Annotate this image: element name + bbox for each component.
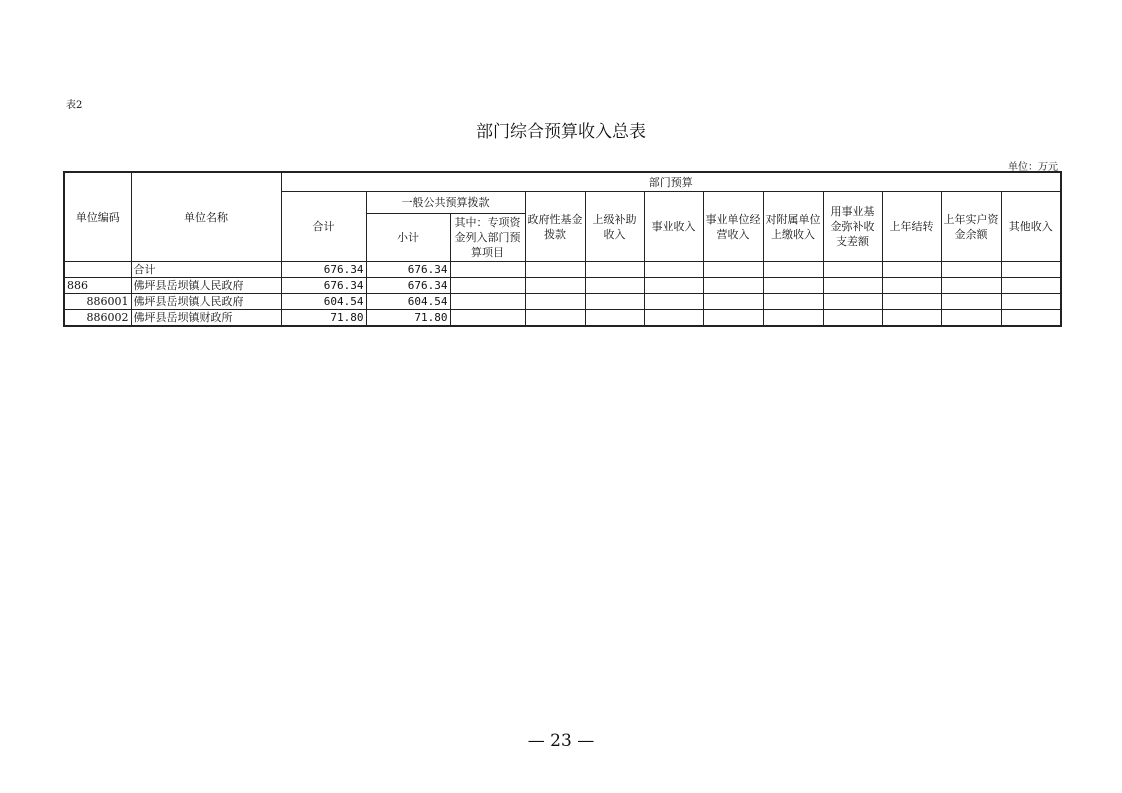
row-subtotal: 71.80 bbox=[366, 310, 450, 327]
header-special-funds: 其中：专项资金列入部门预算项目 bbox=[450, 214, 525, 262]
header-business-operating: 事业单位经营收入 bbox=[703, 192, 763, 262]
header-general-public: 一般公共预算拨款 bbox=[366, 192, 525, 214]
row-name: 合计 bbox=[131, 262, 281, 278]
page-title: 部门综合预算收入总表 bbox=[476, 122, 646, 142]
row-total: 676.34 bbox=[281, 278, 366, 294]
header-gov-fund: 政府性基金拨款 bbox=[525, 192, 585, 262]
row-code bbox=[64, 262, 131, 278]
header-unit-name: 单位名称 bbox=[131, 172, 281, 262]
row-name: 佛坪县岳坝镇人民政府 bbox=[131, 294, 281, 310]
table-row bbox=[64, 262, 1061, 278]
header-other-income: 其他收入 bbox=[1001, 192, 1061, 262]
header-total: 合计 bbox=[281, 192, 366, 262]
budget-income-table bbox=[63, 171, 1062, 327]
row-subtotal: 676.34 bbox=[366, 278, 450, 294]
row-code: 886002 bbox=[64, 310, 131, 327]
row-total: 676.34 bbox=[281, 262, 366, 278]
header-affiliated-income: 对附属单位上缴收入 bbox=[763, 192, 823, 262]
table-row bbox=[64, 278, 1061, 294]
header-carryover: 上年结转 bbox=[882, 192, 941, 262]
row-name: 佛坪县岳坝镇人民政府 bbox=[131, 278, 281, 294]
unit-note: 单位：万元 bbox=[1008, 162, 1058, 173]
header-dept-budget: 部门预算 bbox=[281, 172, 1061, 192]
table-row bbox=[64, 294, 1061, 310]
row-total: 604.54 bbox=[281, 294, 366, 310]
header-unit-code: 单位编码 bbox=[64, 172, 131, 262]
row-total: 71.80 bbox=[281, 310, 366, 327]
header-superior-subsidy: 上级补助收入 bbox=[585, 192, 644, 262]
table-label: 表2 bbox=[66, 100, 83, 111]
table-row bbox=[64, 310, 1061, 327]
header-prior-balance: 上年实户资金余额 bbox=[941, 192, 1001, 262]
row-name: 佛坪县岳坝镇财政所 bbox=[131, 310, 281, 327]
page-number: — 23 — bbox=[527, 731, 595, 751]
header-subtotal: 小计 bbox=[366, 214, 450, 262]
row-subtotal: 676.34 bbox=[366, 262, 450, 278]
row-code: 886 bbox=[64, 278, 131, 294]
header-fund-deficit: 用事业基金弥补收支差额 bbox=[823, 192, 882, 262]
row-code: 886001 bbox=[64, 294, 131, 310]
row-subtotal: 604.54 bbox=[366, 294, 450, 310]
header-business-income: 事业收入 bbox=[644, 192, 703, 262]
